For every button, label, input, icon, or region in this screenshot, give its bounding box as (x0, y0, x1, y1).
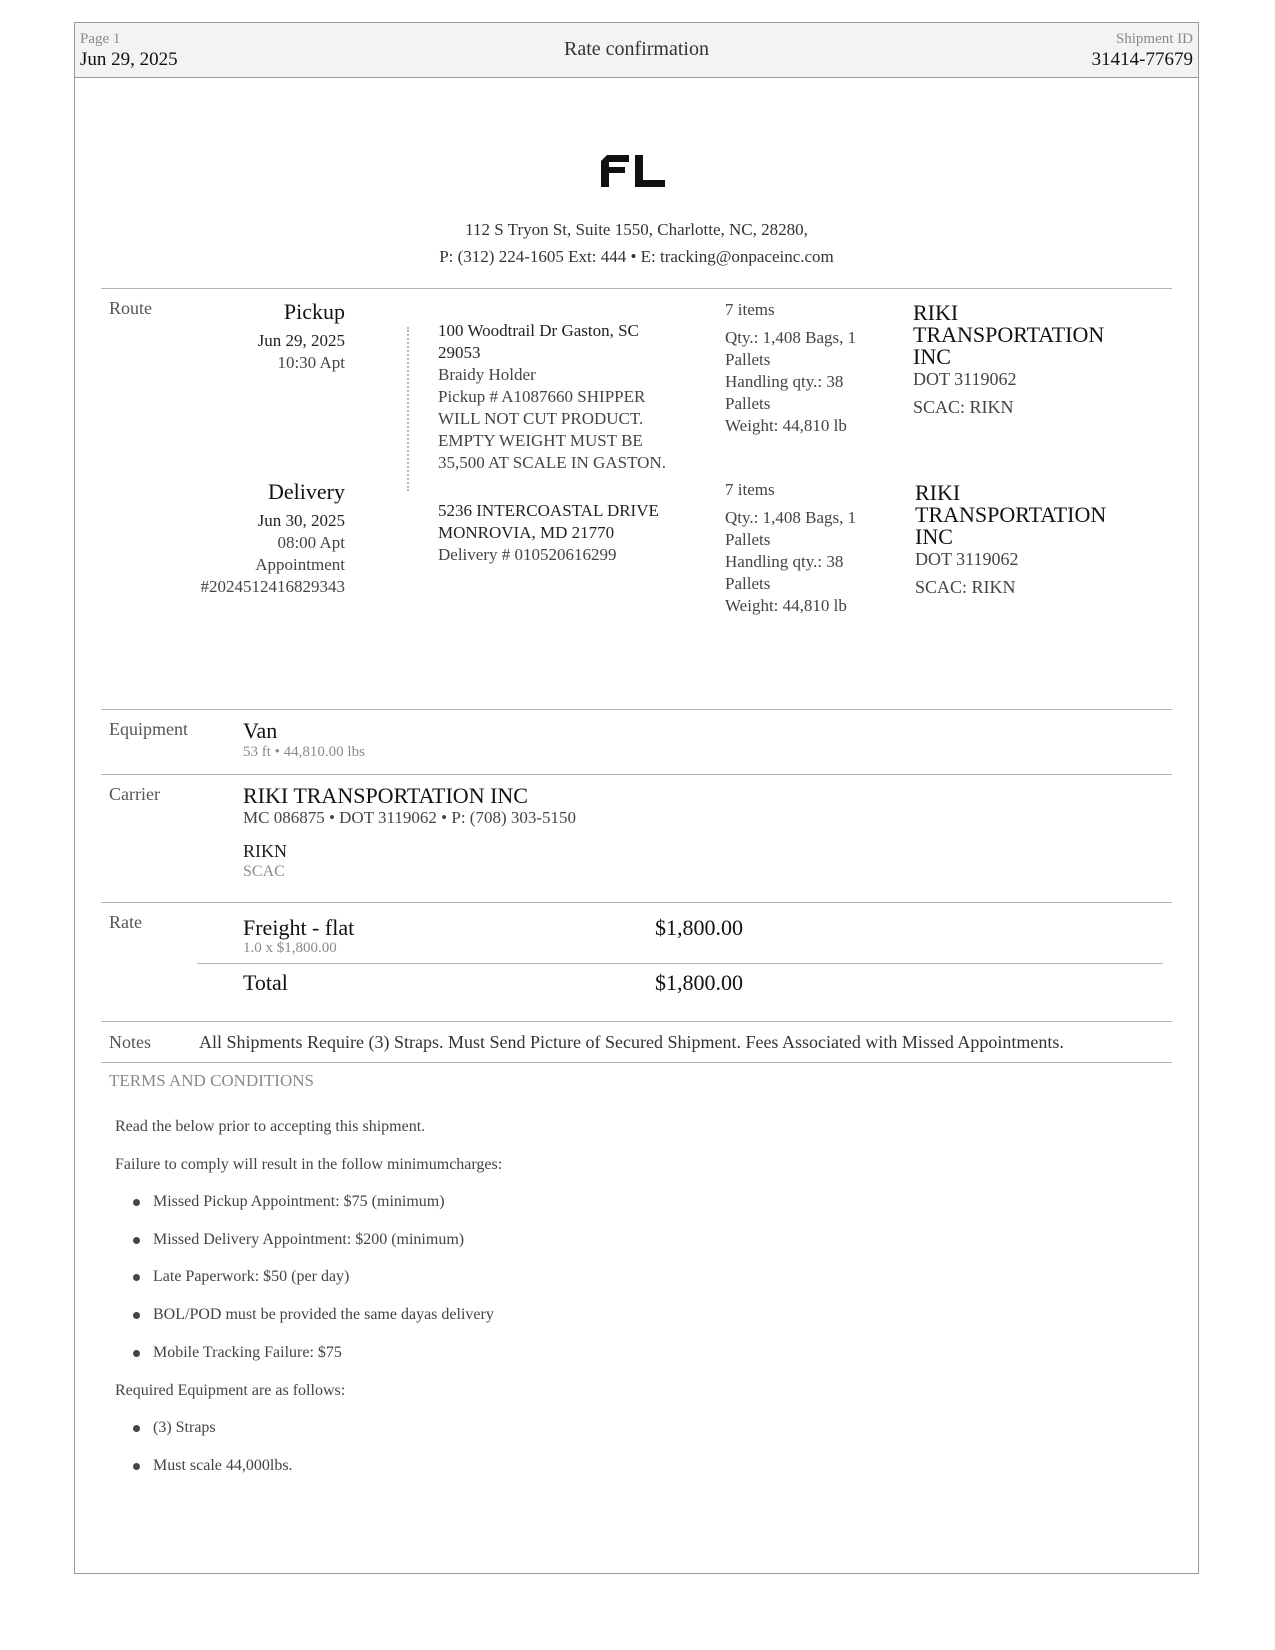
shipment-id-label: Shipment ID (1115, 31, 1193, 47)
pickup-handling: Handling qty.: 38 (725, 372, 844, 391)
delivery-qty-unit: Pallets (725, 530, 771, 549)
pickup-address-line2: 29053 (438, 343, 481, 362)
bullet-icon (133, 1425, 140, 1432)
carrier-name: RIKI TRANSPORTATION INC (243, 783, 528, 808)
route-label: Route (109, 298, 152, 318)
pickup-type: Pickup (283, 299, 345, 324)
pickup-address-block (438, 320, 708, 474)
pickup-items-count: 7 items (725, 300, 775, 319)
page-title: Rate confirmation (564, 38, 709, 60)
pickup-carrier-dot: DOT 3119062 (913, 369, 1017, 389)
pickup-date: Jun 29, 2025 (257, 331, 345, 350)
delivery-number: Delivery # 010520616299 (438, 545, 617, 564)
rate-label: Rate (109, 912, 142, 932)
bullet-icon (133, 1463, 140, 1470)
delivery-qty: Qty.: 1,408 Bags, 1 (725, 508, 857, 527)
equipment-label: Equipment (109, 719, 188, 739)
pickup-carrier-name: INC (913, 344, 951, 369)
terms-equipment-item: (3) Straps (153, 1419, 216, 1436)
divider (101, 1021, 1172, 1022)
pickup-weight: Weight: 44,810 lb (725, 416, 847, 435)
delivery-appointment-number: #2024512416829343 (200, 577, 345, 596)
terms-charge-item: Mobile Tracking Failure: $75 (153, 1344, 342, 1361)
delivery-weight: Weight: 44,810 lb (725, 596, 847, 615)
pickup-timeline-dots (407, 327, 409, 491)
delivery-address-line2: MONROVIA, MD 21770 (438, 523, 615, 542)
divider (101, 902, 1172, 903)
pickup-note: 35,500 AT SCALE IN GASTON. (438, 453, 666, 472)
divider (197, 963, 1163, 964)
terms-charge-item: Missed Delivery Appointment: $200 (minimum) (153, 1231, 465, 1248)
company-address: 112 S Tryon St, Suite 1550, Charlotte, NC, 28280, (465, 220, 808, 239)
pickup-items-block (725, 299, 905, 437)
delivery-time: 08:00 Apt (277, 533, 345, 552)
rate-total-amount: $1,800.00 (655, 970, 743, 995)
equipment-type: Van (243, 718, 278, 743)
notes-text: All Shipments Require (3) Straps. Must Send Picture of Secured Shipment. Fees Associated with Missed Appointments. (199, 1032, 1064, 1052)
pickup-qty-unit: Pallets (725, 350, 771, 369)
header-right (1092, 30, 1193, 72)
divider (101, 774, 1172, 775)
delivery-address-line1: 5236 INTERCOASTAL DRIVE (438, 501, 659, 520)
pickup-note: Pickup # A1087660 SHIPPER (438, 387, 646, 406)
delivery-carrier-block (915, 482, 1155, 598)
page-header (75, 23, 1198, 78)
pickup-carrier-block (913, 302, 1153, 418)
delivery-appointment: Appointment (255, 555, 345, 574)
company-contact: P: (312) 224-1605 Ext: 444 • E: tracking@onpaceinc.com (439, 247, 834, 266)
rate-line-amount: $1,800.00 (655, 915, 743, 940)
bullet-icon (133, 1274, 140, 1281)
pickup-carrier-name: TRANSPORTATION (913, 322, 1105, 347)
carrier-label: Carrier (109, 784, 160, 804)
divider (101, 709, 1172, 710)
equipment-details: 53 ft • 44,810.00 lbs (243, 744, 365, 760)
divider (101, 1062, 1172, 1063)
bullet-icon (133, 1237, 140, 1244)
terms-equipment-intro: Required Equipment are as follows: (115, 1382, 346, 1399)
terms-failure: Failure to comply will result in the follow minimumcharges: (115, 1156, 503, 1173)
terms-equipment-item: Must scale 44,000lbs. (153, 1457, 293, 1474)
pickup-time: 10:30 Apt (277, 353, 345, 372)
rate-total-label: Total (243, 970, 288, 995)
delivery-carrier-dot: DOT 3119062 (915, 549, 1019, 569)
rate-line-calc: 1.0 x $1,800.00 (243, 940, 337, 956)
terms-intro: Read the below prior to accepting this shipment. (115, 1118, 426, 1135)
pickup-qty: Qty.: 1,408 Bags, 1 (725, 328, 857, 347)
delivery-handling: Handling qty.: 38 (725, 552, 844, 571)
terms-charge-item: Late Paperwork: $50 (per day) (153, 1268, 350, 1285)
delivery-date: Jun 30, 2025 (257, 511, 345, 530)
delivery-items-count: 7 items (725, 480, 775, 499)
pickup-note: EMPTY WEIGHT MUST BE (438, 431, 643, 450)
bullet-icon (133, 1312, 140, 1319)
delivery-type: Delivery (268, 479, 345, 504)
notes-label: Notes (109, 1032, 151, 1052)
page-number: Page 1 (80, 31, 121, 47)
delivery-address-block (438, 500, 708, 566)
shipment-id: 31414-77679 (1091, 49, 1193, 70)
pickup-handling-unit: Pallets (725, 394, 771, 413)
terms-heading: TERMS AND CONDITIONS (109, 1071, 314, 1090)
pickup-note: WILL NOT CUT PRODUCT. (438, 409, 644, 428)
bullet-icon (133, 1199, 140, 1206)
pickup-stop-info (185, 300, 345, 374)
carrier-scac-value: RIKN (243, 841, 287, 861)
terms-charge-item: BOL/POD must be provided the same dayas delivery (153, 1306, 494, 1323)
rate-line-name: Freight - flat (243, 915, 355, 940)
carrier-scac-label: SCAC (243, 863, 285, 880)
delivery-carrier-name: INC (915, 524, 953, 549)
header-date: Jun 29, 2025 (80, 49, 178, 70)
bullet-icon (133, 1350, 140, 1357)
delivery-handling-unit: Pallets (725, 574, 771, 593)
pickup-carrier-name: RIKI (913, 300, 959, 325)
divider (101, 288, 1172, 289)
carrier-details: MC 086875 • DOT 3119062 • P: (708) 303-5150 (243, 808, 577, 827)
document-frame (74, 22, 1199, 1574)
company-logo (601, 153, 667, 189)
delivery-stop-info (165, 480, 345, 598)
pickup-address-line1: 100 Woodtrail Dr Gaston, SC (438, 321, 639, 340)
delivery-carrier-name: RIKI (915, 480, 961, 505)
terms-charge-item: Missed Pickup Appointment: $75 (minimum) (153, 1193, 445, 1210)
delivery-items-block (725, 479, 905, 617)
delivery-carrier-name: TRANSPORTATION (915, 502, 1107, 527)
pickup-carrier-scac: SCAC: RIKN (913, 397, 1014, 417)
delivery-carrier-scac: SCAC: RIKN (915, 577, 1016, 597)
pickup-contact: Braidy Holder (438, 365, 536, 384)
